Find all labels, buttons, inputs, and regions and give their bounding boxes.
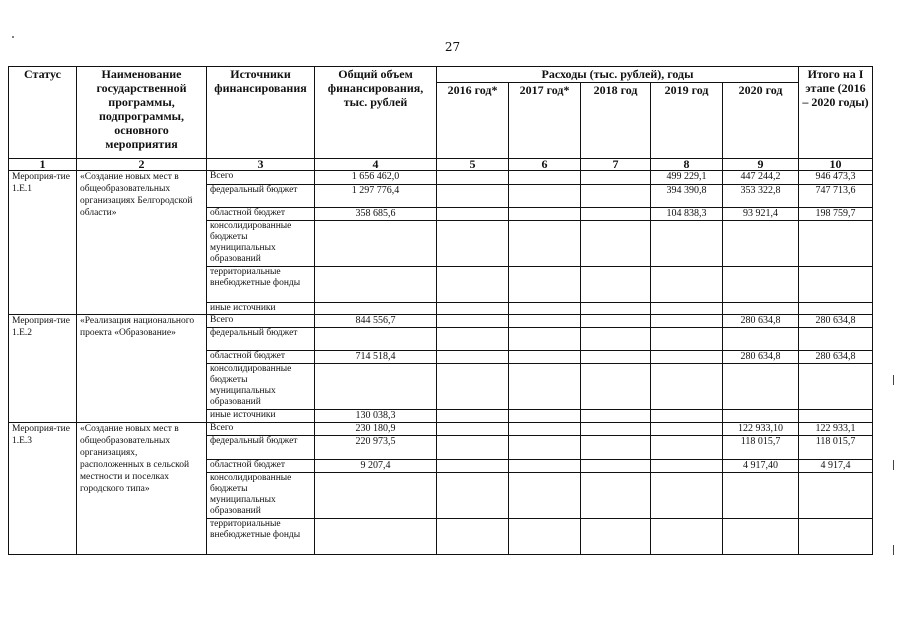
empty-cell — [581, 303, 651, 315]
y2020-cell: 280 634,8 — [723, 315, 799, 328]
empty-cell — [437, 519, 509, 555]
header-year-2019: 2019 год — [651, 83, 723, 159]
column-number: 9 — [723, 159, 799, 171]
empty-cell — [437, 410, 509, 423]
scan-speck — [12, 36, 14, 38]
source-cell: областной бюджет — [207, 208, 315, 221]
table-row — [9, 423, 873, 436]
empty-cell — [581, 185, 651, 208]
empty-cell — [437, 423, 509, 436]
empty-cell — [723, 473, 799, 519]
empty-cell — [437, 221, 509, 267]
empty-cell — [799, 473, 873, 519]
y2019-cell — [651, 315, 723, 328]
empty-cell — [315, 267, 437, 303]
column-number-row — [9, 159, 873, 171]
empty-cell — [581, 519, 651, 555]
source-cell: федеральный бюджет — [207, 185, 315, 208]
y2020-cell: 353 322,8 — [723, 185, 799, 208]
empty-cell — [651, 436, 723, 460]
empty-cell — [651, 519, 723, 555]
y2020-cell: 122 933,10 — [723, 423, 799, 436]
empty-cell — [799, 519, 873, 555]
empty-cell — [315, 303, 437, 315]
status-cell: Мероприя-тие 1.Е.1 — [9, 171, 77, 315]
source-cell: Всего — [207, 423, 315, 436]
empty-cell — [581, 364, 651, 410]
empty-cell — [509, 171, 581, 185]
empty-cell — [581, 171, 651, 185]
empty-cell — [315, 473, 437, 519]
source-cell: федеральный бюджет — [207, 328, 315, 351]
empty-cell — [651, 328, 723, 351]
empty-cell — [315, 364, 437, 410]
empty-cell — [437, 460, 509, 473]
empty-cell — [581, 328, 651, 351]
column-number: 8 — [651, 159, 723, 171]
column-number: 6 — [509, 159, 581, 171]
total-cell: 9 207,4 — [315, 460, 437, 473]
source-cell: консолидированные бюджеты муниципальных образований — [207, 473, 315, 519]
empty-cell — [437, 267, 509, 303]
empty-cell — [581, 473, 651, 519]
empty-cell — [437, 364, 509, 410]
y2020-cell: 280 634,8 — [723, 351, 799, 364]
empty-cell — [651, 473, 723, 519]
empty-cell — [509, 315, 581, 328]
budget-table — [8, 66, 873, 555]
stage-cell: 280 634,8 — [799, 315, 873, 328]
empty-cell — [651, 267, 723, 303]
event-name-cell: «Создание новых мест в общеобразовательных организациях, расположенных в сельской местности и поселках городского типа» — [77, 423, 207, 555]
total-cell: 130 038,3 — [315, 410, 437, 423]
empty-cell — [581, 351, 651, 364]
empty-cell — [651, 460, 723, 473]
total-cell: 1 656 462,0 — [315, 171, 437, 185]
empty-cell — [723, 364, 799, 410]
empty-cell — [581, 221, 651, 267]
empty-cell — [437, 185, 509, 208]
empty-cell — [651, 423, 723, 436]
source-cell: федеральный бюджет — [207, 436, 315, 460]
empty-cell — [581, 423, 651, 436]
empty-cell — [799, 364, 873, 410]
header-expenses: Расходы (тыс. рублей), годы — [437, 67, 799, 83]
empty-cell — [437, 328, 509, 351]
column-number: 4 — [315, 159, 437, 171]
total-cell: 714 518,4 — [315, 351, 437, 364]
empty-cell — [509, 351, 581, 364]
empty-cell — [509, 436, 581, 460]
y2019-cell — [651, 351, 723, 364]
header-year-2017: 2017 год* — [509, 83, 581, 159]
stage-cell: 122 933,1 — [799, 423, 873, 436]
empty-cell — [723, 519, 799, 555]
empty-cell — [509, 423, 581, 436]
header-status: Статус — [9, 67, 77, 159]
source-cell: территориальные внебюджетные фонды — [207, 267, 315, 303]
source-cell: областной бюджет — [207, 460, 315, 473]
column-number: 2 — [77, 159, 207, 171]
table-row — [9, 171, 873, 185]
empty-cell — [509, 519, 581, 555]
event-name-cell: «Реализация национального проекта «Образование» — [77, 315, 207, 423]
stage-cell: 946 473,3 — [799, 171, 873, 185]
empty-cell — [437, 171, 509, 185]
y2020-cell: 118 015,7 — [723, 436, 799, 460]
empty-cell — [509, 410, 581, 423]
header-stage-total: Итого на I этапе (2016 – 2020 годы) — [799, 67, 873, 159]
empty-cell — [509, 208, 581, 221]
empty-cell — [723, 267, 799, 303]
empty-cell — [315, 519, 437, 555]
table-row — [9, 315, 873, 328]
empty-cell — [581, 315, 651, 328]
empty-cell — [651, 410, 723, 423]
scan-edge-mark — [893, 460, 894, 470]
event-name-cell: «Создание новых мест в общеобразовательных организациях Белгородской области» — [77, 171, 207, 315]
header-year-2020: 2020 год — [723, 83, 799, 159]
y2019-cell: 499 229,1 — [651, 171, 723, 185]
stage-cell: 118 015,7 — [799, 436, 873, 460]
header-year-2016: 2016 год* — [437, 83, 509, 159]
empty-cell — [581, 208, 651, 221]
empty-cell — [799, 410, 873, 423]
empty-cell — [315, 328, 437, 351]
empty-cell — [509, 364, 581, 410]
y2020-cell: 4 917,40 — [723, 460, 799, 473]
empty-cell — [437, 351, 509, 364]
column-number: 1 — [9, 159, 77, 171]
stage-cell: 4 917,4 — [799, 460, 873, 473]
total-cell: 220 973,5 — [315, 436, 437, 460]
empty-cell — [437, 208, 509, 221]
page-number: 27 — [444, 40, 461, 54]
empty-cell — [723, 410, 799, 423]
empty-cell — [581, 436, 651, 460]
column-number: 5 — [437, 159, 509, 171]
source-cell: Всего — [207, 171, 315, 185]
source-cell: консолидированные бюджеты муниципальных образований — [207, 221, 315, 267]
total-cell: 358 685,6 — [315, 208, 437, 221]
source-cell: иные источники — [207, 303, 315, 315]
stage-cell: 747 713,6 — [799, 185, 873, 208]
total-cell: 844 556,7 — [315, 315, 437, 328]
source-cell: Всего — [207, 315, 315, 328]
empty-cell — [799, 221, 873, 267]
source-cell: иные источники — [207, 410, 315, 423]
empty-cell — [437, 303, 509, 315]
empty-cell — [799, 328, 873, 351]
empty-cell — [723, 303, 799, 315]
y2020-cell: 447 244,2 — [723, 171, 799, 185]
column-number: 3 — [207, 159, 315, 171]
scan-edge-mark — [893, 375, 894, 385]
column-number: 10 — [799, 159, 873, 171]
empty-cell — [315, 221, 437, 267]
empty-cell — [509, 303, 581, 315]
empty-cell — [437, 436, 509, 460]
empty-cell — [509, 460, 581, 473]
empty-cell — [437, 315, 509, 328]
stage-cell: 280 634,8 — [799, 351, 873, 364]
stage-cell: 198 759,7 — [799, 208, 873, 221]
header-sources: Источники финансирования — [207, 67, 315, 159]
empty-cell — [581, 410, 651, 423]
scan-edge-mark — [893, 545, 894, 555]
column-number: 7 — [581, 159, 651, 171]
empty-cell — [651, 364, 723, 410]
source-cell: территориальные внебюджетные фонды — [207, 519, 315, 555]
empty-cell — [509, 267, 581, 303]
empty-cell — [581, 460, 651, 473]
header-total: Общий объем финансирования, тыс. рублей — [315, 67, 437, 159]
empty-cell — [799, 303, 873, 315]
status-cell: Мероприя-тие 1.Е.3 — [9, 423, 77, 555]
status-cell: Мероприя-тие 1.Е.2 — [9, 315, 77, 423]
empty-cell — [509, 473, 581, 519]
header-name: Наименование государственной программы, подпрограммы, основного мероприятия — [77, 67, 207, 159]
empty-cell — [437, 473, 509, 519]
empty-cell — [723, 221, 799, 267]
empty-cell — [651, 221, 723, 267]
y2019-cell: 394 390,8 — [651, 185, 723, 208]
empty-cell — [581, 267, 651, 303]
y2019-cell: 104 838,3 — [651, 208, 723, 221]
empty-cell — [509, 185, 581, 208]
header-year-2018: 2018 год — [581, 83, 651, 159]
source-cell: консолидированные бюджеты муниципальных образований — [207, 364, 315, 410]
total-cell: 230 180,9 — [315, 423, 437, 436]
empty-cell — [651, 303, 723, 315]
empty-cell — [509, 328, 581, 351]
empty-cell — [509, 221, 581, 267]
empty-cell — [799, 267, 873, 303]
empty-cell — [723, 328, 799, 351]
source-cell: областной бюджет — [207, 351, 315, 364]
total-cell: 1 297 776,4 — [315, 185, 437, 208]
y2020-cell: 93 921,4 — [723, 208, 799, 221]
